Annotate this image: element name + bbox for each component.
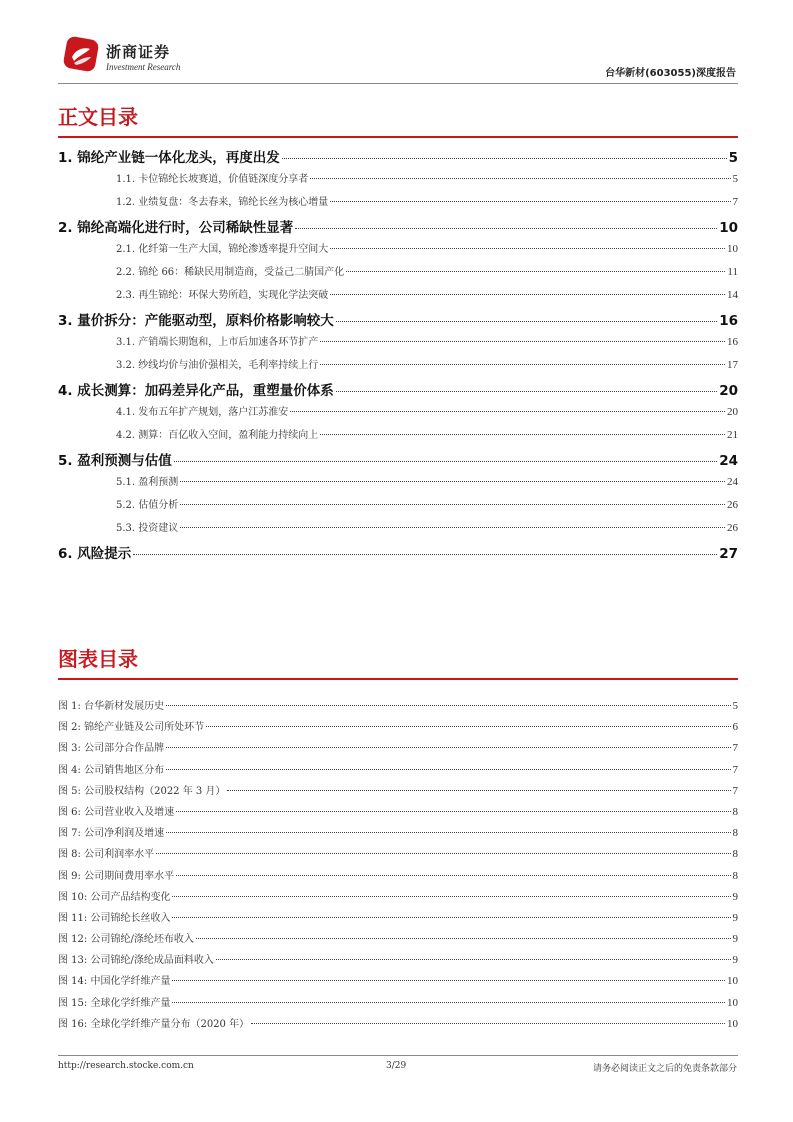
figures-heading-rule: [58, 678, 738, 680]
toc-section[interactable]: [58, 216, 738, 240]
dot-leader: [330, 294, 725, 295]
toc-subsection-page[interactable]: 24: [727, 476, 738, 488]
figure-entry[interactable]: [58, 718, 738, 739]
dot-leader: [227, 790, 730, 791]
footer-rule: [58, 1055, 738, 1056]
toc-section-title[interactable]: 1. 锦纶产业链一体化龙头，再度出发: [58, 150, 280, 166]
figure-entry-title[interactable]: 图 4: 公司销售地区分布: [58, 764, 165, 776]
figure-entry-page[interactable]: 9: [732, 911, 738, 924]
dot-leader: [174, 461, 717, 462]
figure-entry-title[interactable]: 图 10: 公司产品结构变化: [58, 891, 171, 903]
figure-entry-title[interactable]: 图 13: 公司锦纶/涤纶成品面料收入: [58, 955, 214, 967]
toc-section-title[interactable]: 3. 量价拆分：产能驱动型，原料价格影响较大: [58, 313, 334, 329]
toc-section-title[interactable]: 4. 成长测算：加码差异化产品，重塑量价体系: [58, 383, 334, 399]
figure-entry-page[interactable]: 8: [732, 805, 738, 818]
toc-subsection-page[interactable]: 11: [727, 266, 738, 278]
figure-entry-title[interactable]: 图 6: 公司营业收入及增速: [58, 806, 175, 818]
figure-entry[interactable]: [58, 697, 738, 718]
toc-heading: 正文目录: [58, 105, 138, 129]
brand-name-cn: 浙商证券: [106, 43, 171, 61]
dot-leader: [251, 1023, 725, 1024]
dot-leader: [320, 364, 725, 365]
toc-subsection-title[interactable]: 2.1. 化纤第一生产大国，锦纶渗透率提升空间大: [116, 244, 329, 255]
figure-entry[interactable]: [58, 867, 738, 888]
toc-section-page[interactable]: 16: [719, 313, 738, 329]
dot-leader: [330, 201, 730, 202]
toc-subsection-title[interactable]: 5.2. 估值分析: [116, 500, 179, 511]
toc-section[interactable]: [58, 542, 738, 566]
toc-subsection[interactable]: [58, 426, 738, 449]
figure-entry-title[interactable]: 图 11: 公司锦纶长丝收入: [58, 912, 171, 924]
toc-subsection-title[interactable]: 3.2. 纱线均价与油价强相关，毛利率持续上行: [116, 360, 319, 371]
toc-subsection[interactable]: [58, 263, 738, 286]
figure-entry-page[interactable]: 8: [732, 848, 738, 861]
dot-leader: [172, 1002, 725, 1003]
dot-leader: [176, 811, 730, 812]
figure-entry-page[interactable]: 9: [732, 933, 738, 946]
toc-subsection-page[interactable]: 5: [732, 173, 738, 185]
figure-entry-title[interactable]: 图 2: 锦纶产业链及公司所处环节: [58, 722, 205, 734]
toc-subsection-page[interactable]: 10: [727, 243, 738, 255]
footer-url[interactable]: http://research.stocke.com.cn: [58, 1061, 194, 1071]
toc-section-title[interactable]: 6. 风险提示: [58, 546, 132, 562]
dot-leader: [172, 980, 725, 981]
dot-leader: [346, 271, 725, 272]
figure-entry[interactable]: [58, 888, 738, 909]
figure-entry[interactable]: [58, 739, 738, 760]
figure-entry-page[interactable]: 9: [732, 954, 738, 967]
figure-entry[interactable]: [58, 930, 738, 951]
toc-subsection-page[interactable]: 20: [727, 406, 738, 418]
figure-entry-page[interactable]: 5: [732, 700, 738, 712]
toc-subsection[interactable]: [58, 240, 738, 263]
toc-subsection-page[interactable]: 16: [727, 336, 738, 348]
figure-entry-title[interactable]: 图 1: 台华新材发展历史: [58, 701, 165, 712]
toc-subsection-page[interactable]: 17: [727, 359, 738, 371]
toc-heading-rule: [58, 136, 738, 138]
toc-subsection[interactable]: [58, 286, 738, 309]
dot-leader: [180, 481, 725, 482]
dot-leader: [166, 705, 730, 706]
figure-entry-page[interactable]: 7: [732, 742, 738, 755]
toc-section-title[interactable]: 2. 锦纶高端化进行时，公司稀缺性显著: [58, 220, 294, 236]
dot-leader: [166, 747, 730, 748]
figure-entry-title[interactable]: 图 14: 中国化学纤维产量: [58, 976, 171, 988]
figure-entry-page[interactable]: 7: [732, 763, 738, 776]
toc-subsection-title[interactable]: 5.1. 盈利预测: [116, 477, 179, 488]
dot-leader: [320, 434, 725, 435]
dot-leader: [172, 896, 730, 897]
dot-leader: [196, 938, 731, 939]
toc-section[interactable]: [58, 309, 738, 333]
toc-subsection-page[interactable]: 26: [727, 499, 738, 511]
toc-section-page[interactable]: 27: [719, 546, 738, 562]
dot-leader: [310, 178, 730, 179]
toc-section-page[interactable]: 20: [719, 383, 738, 399]
dot-leader: [290, 411, 725, 412]
dot-leader: [320, 341, 725, 342]
figure-entry-page[interactable]: 8: [732, 869, 738, 882]
dot-leader: [133, 554, 717, 555]
company-logo-icon: [62, 35, 100, 73]
figure-entry[interactable]: [58, 994, 738, 1015]
dot-leader: [166, 769, 730, 770]
toc-subsection-title[interactable]: 2.2. 锦纶 66：稀缺民用制造商，受益己二腈国产化: [116, 267, 345, 278]
dot-leader: [166, 832, 730, 833]
toc-subsection[interactable]: [58, 333, 738, 356]
toc-subsection[interactable]: [58, 496, 738, 519]
figure-entry[interactable]: [58, 1015, 738, 1036]
figure-entry-page[interactable]: 10: [727, 996, 738, 1009]
figure-entry[interactable]: [58, 782, 738, 803]
figure-entry-title[interactable]: 图 7: 公司净利润及增速: [58, 828, 165, 840]
figure-entry[interactable]: [58, 803, 738, 824]
dot-leader: [156, 853, 730, 854]
toc-subsection-title[interactable]: 4.2. 测算：百亿收入空间，盈利能力持续向上: [116, 430, 319, 441]
figure-entry[interactable]: [58, 845, 738, 866]
toc-subsection-title[interactable]: 1.1. 卡位锦纶长坡赛道，价值链深度分享者: [116, 174, 309, 185]
figure-entry-title[interactable]: 图 12: 公司锦纶/涤纶坯布收入: [58, 934, 194, 946]
figure-entry-title[interactable]: 图 5: 公司股权结构（2022 年 3 月）: [58, 785, 226, 797]
toc-subsection[interactable]: [58, 170, 738, 193]
toc-subsection-page[interactable]: 26: [727, 522, 738, 534]
toc-subsection-page[interactable]: 14: [727, 289, 738, 301]
figure-entry[interactable]: [58, 761, 738, 782]
table-of-contents: [58, 146, 738, 566]
dot-leader: [336, 391, 717, 392]
toc-subsection-title[interactable]: 3.1. 产销端长期饱和，上市后加速各环节扩产: [116, 337, 319, 348]
toc-subsection[interactable]: [58, 473, 738, 496]
figure-entry-title[interactable]: 图 9: 公司期间费用率水平: [58, 870, 175, 882]
figure-entry[interactable]: [58, 909, 738, 930]
figure-entry-title[interactable]: 图 16: 全球化学纤维产量分布（2020 年）: [58, 1018, 250, 1030]
toc-subsection-page[interactable]: 21: [727, 429, 738, 441]
figure-entry-title[interactable]: 图 3: 公司部分合作品牌: [58, 743, 165, 755]
toc-subsection[interactable]: [58, 519, 738, 542]
toc-subsection[interactable]: [58, 356, 738, 379]
figure-entry-page[interactable]: 7: [732, 784, 738, 797]
dot-leader: [295, 228, 717, 229]
toc-section[interactable]: [58, 449, 738, 473]
toc-section-page[interactable]: 5: [728, 150, 738, 166]
dot-leader: [206, 726, 730, 727]
toc-subsection-page[interactable]: 7: [732, 196, 738, 208]
figure-entry[interactable]: [58, 951, 738, 972]
dot-leader: [180, 527, 725, 528]
toc-section[interactable]: [58, 379, 738, 403]
dot-leader: [216, 959, 731, 960]
toc-subsection-title[interactable]: 1.2. 业绩复盘：冬去春来，锦纶长丝为核心增量: [116, 197, 329, 208]
toc-section-page[interactable]: 24: [719, 453, 738, 469]
dot-leader: [172, 917, 730, 918]
figure-entry[interactable]: [58, 824, 738, 845]
toc-section-page[interactable]: 10: [719, 220, 738, 236]
dot-leader: [330, 248, 725, 249]
figure-entry-page[interactable]: 9: [732, 890, 738, 903]
figure-entry-page[interactable]: 6: [732, 721, 738, 734]
toc-section-title[interactable]: 5. 盈利预测与估值: [58, 453, 172, 469]
dot-leader: [176, 875, 730, 876]
figure-entry-page[interactable]: 10: [727, 975, 738, 988]
page-header: [58, 35, 738, 84]
dot-leader: [180, 504, 725, 505]
figure-entry-title[interactable]: 图 8: 公司利润率水平: [58, 849, 155, 861]
report-title: 台华新材(603055)深度报告: [605, 68, 736, 79]
toc-subsection[interactable]: [58, 403, 738, 426]
figure-entry-title[interactable]: 图 15: 全球化学纤维产量: [58, 997, 171, 1009]
toc-subsection-title[interactable]: 4.1. 发布五年扩产规划，落户江苏淮安: [116, 407, 289, 418]
footer-page-number: 3/29: [386, 1061, 407, 1071]
figure-entry-page[interactable]: 8: [732, 827, 738, 840]
figure-entry[interactable]: [58, 972, 738, 993]
toc-subsection-title[interactable]: 2.3. 再生锦纶：环保大势所趋，实现化学法突破: [116, 290, 329, 301]
toc-section[interactable]: [58, 146, 738, 170]
toc-subsection-title[interactable]: 5.3. 投资建议: [116, 523, 179, 534]
dot-leader: [282, 158, 727, 159]
figure-entry-page[interactable]: 10: [727, 1017, 738, 1030]
dot-leader: [336, 321, 717, 322]
toc-subsection[interactable]: [58, 193, 738, 216]
brand-name-en: Investment Research: [106, 62, 181, 72]
figures-heading: 图表目录: [58, 647, 138, 671]
footer-disclaimer: 请务必阅读正文之后的免责条款部分: [592, 1064, 737, 1074]
list-of-figures: [58, 697, 738, 1036]
